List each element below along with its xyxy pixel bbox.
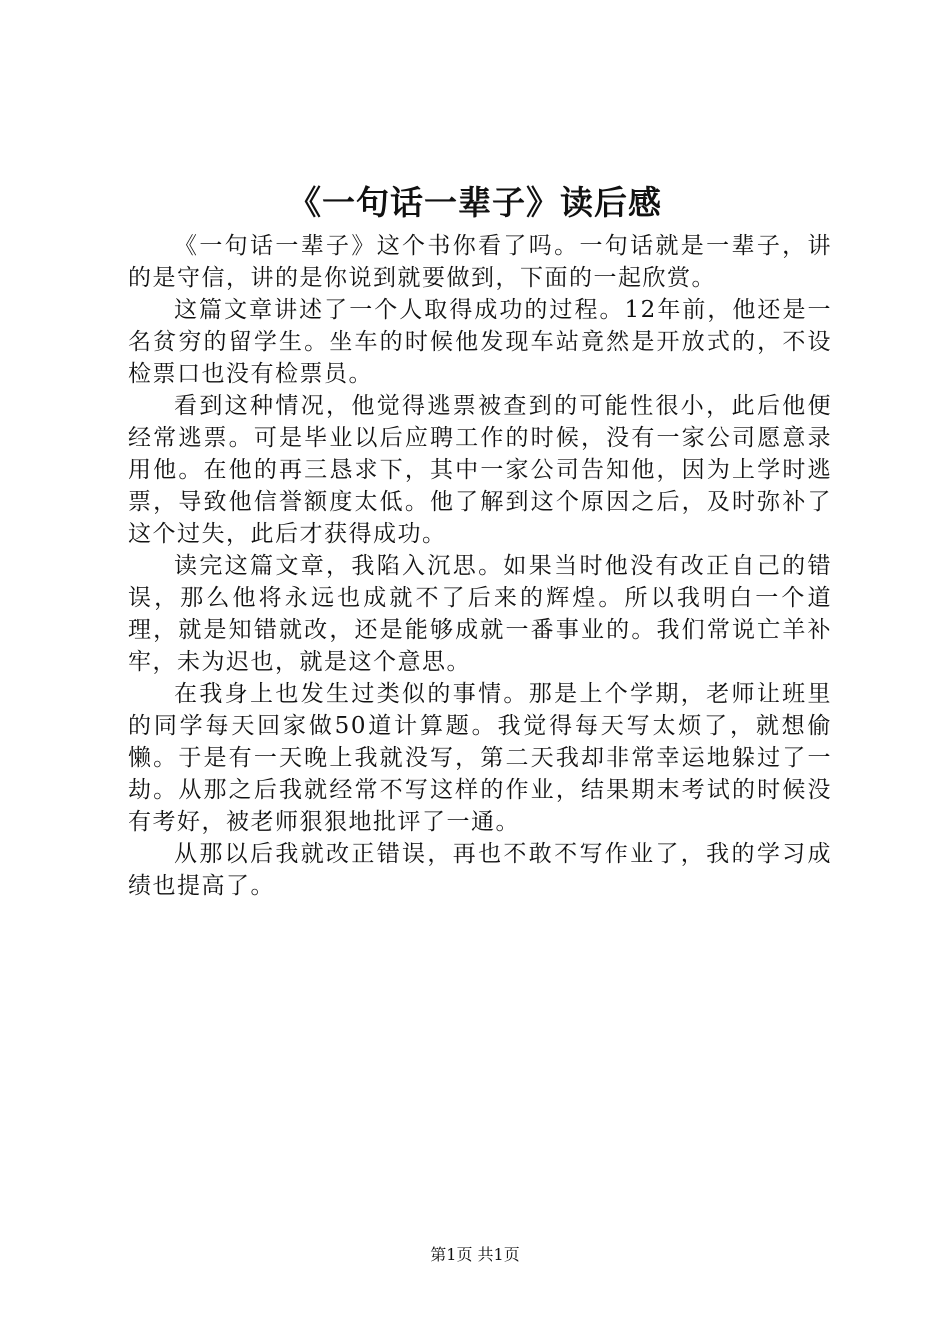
paragraph-1: 《一句话一辈子》这个书你看了吗。一句话就是一辈子，讲的是守信，讲的是你说到就要做到，下面的一起欣赏。 [128,233,832,291]
paragraph-2: 这篇文章讲述了一个人取得成功的过程。12年前，他还是一名贫穷的留学生。坐车的时候他发现车站竟然是开放式的，不设检票口也没有检票员。 [128,297,832,387]
paragraph-6: 从那以后我就改正错误，再也不敢不写作业了，我的学习成绩也提高了。 [128,841,832,899]
document-body [128,230,832,902]
paragraph-5: 在我身上也发生过类似的事情。那是上个学期，老师让班里的同学每天回家做50道计算题。我觉得每天写太烦了，就想偷懒。于是有一天晚上我就没写，第二天我却非常幸运地躲过了一劫。从那之后我就经常不写这样的作业，结果期末考试的时候没有考好，被老师狠狠地批评了一通。 [128,681,832,835]
page-number-footer: 第1页 共1页 [430,1245,520,1264]
page-title: 《一句话一辈子》读后感 [288,183,662,222]
paragraph-4: 读完这篇文章，我陷入沉思。如果当时他没有改正自己的错误，那么他将永远也成就不了后来的辉煌。所以我明白一个道理，就是知错就改，还是能够成就一番事业的。我们常说亡羊补牢，未为迟也，就是这个意思。 [128,553,832,675]
paragraph-3: 看到这种情况，他觉得逃票被查到的可能性很小，此后他便经常逃票。可是毕业以后应聘工作的时候，没有一家公司愿意录用他。在他的再三恳求下，其中一家公司告知他，因为上学时逃票，导致他信誉额度太低。他了解到这个原因之后，及时弥补了这个过失，此后才获得成功。 [128,393,832,547]
